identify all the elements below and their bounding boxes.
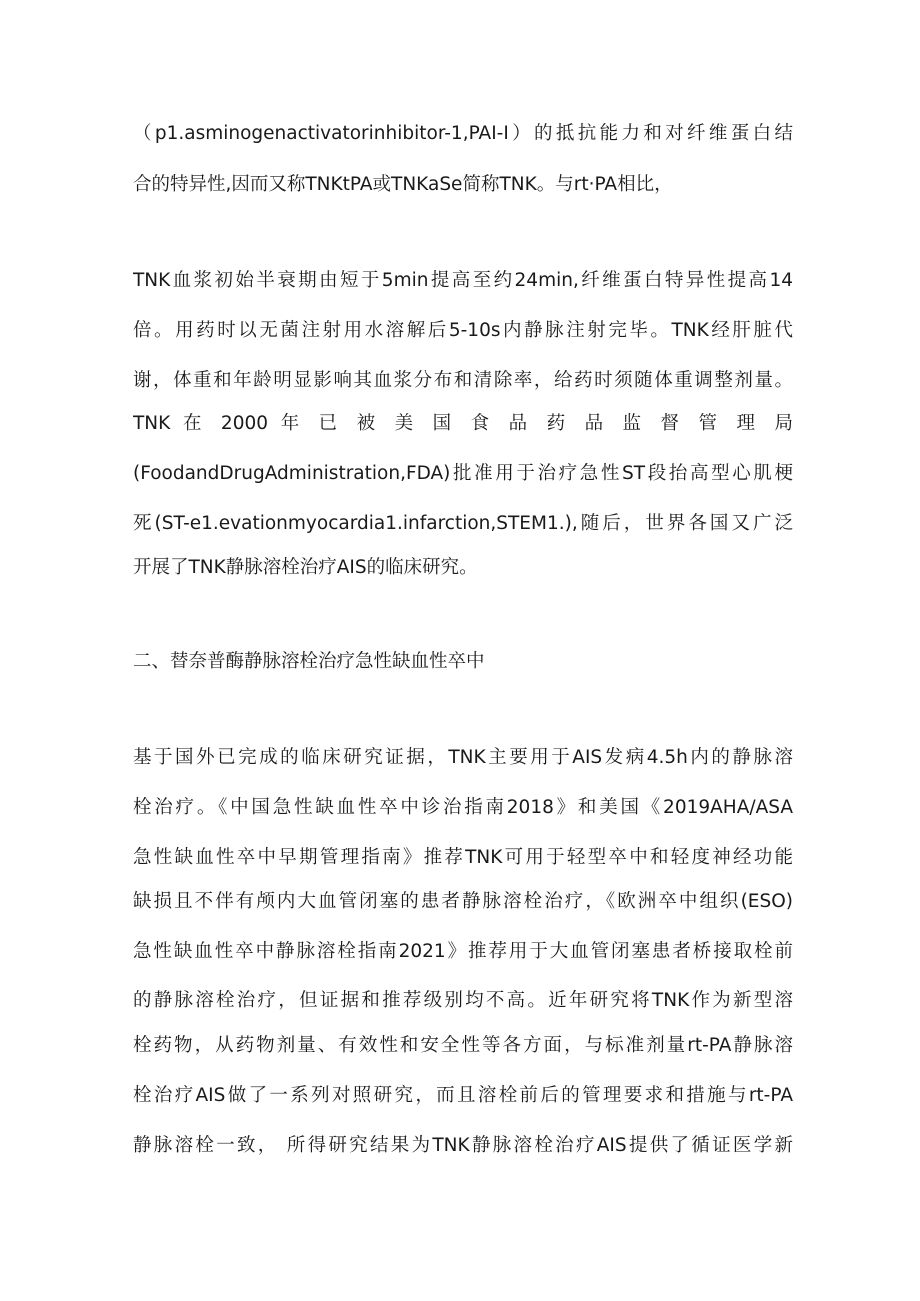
paragraph-3-line-7: 栓药物，从药物剂量、有效性和安全性等各方面，与标准剂量rt-PA静脉溶 — [133, 1035, 793, 1056]
paragraph-3-line-4: 缺损且不伴有颅内大血管闭塞的患者静脉溶栓治疗，《欧洲卒中组织(ESO) — [133, 891, 793, 912]
paragraph-1-line-2: 合的特异性,因而又称TNKtPA或TNKaSe简称TNK。与rt·PA相比， — [133, 174, 673, 195]
paragraph-3-line-9: 静脉溶栓一致， 所得研究结果为TNK静脉溶栓治疗AIS提供了循证医学新 — [133, 1135, 793, 1156]
paragraph-3-line-2: 栓治疗。《中国急性缺血性卒中诊治指南2018》和美国《2019AHA/ASA — [133, 797, 793, 818]
paragraph-2-line-4: TNK 在 2000 年 已 被 美 国 食 品 药 品 监 督 管 理 局 — [133, 413, 793, 434]
paragraph-2-line-1: TNK血浆初始半衰期由短于5min提高至约24min,纤维蛋白特异性提高14 — [133, 270, 793, 291]
paragraph-3-line-1: 基于国外已完成的临床研究证据，TNK主要用于AIS发病4.5h内的静脉溶 — [133, 747, 793, 768]
paragraph-3-line-5: 急性缺血性卒中静脉溶栓指南2021》推荐用于大血管闭塞患者桥接取栓前 — [133, 941, 793, 962]
paragraph-2-line-7: 开展了TNK静脉溶栓治疗AIS的临床研究。 — [133, 557, 478, 578]
paragraph-3-line-8: 栓治疗AIS做了一系列对照研究，而且溶栓前后的管理要求和措施与rt-PA — [133, 1085, 793, 1106]
paragraph-2-line-5: (FoodandDrugAdministration,FDA)批准用于治疗急性ST段抬高型心肌梗 — [133, 463, 793, 484]
paragraph-3-line-6: 的静脉溶栓治疗，但证据和推荐级别均不高。近年研究将TNK作为新型溶 — [133, 990, 793, 1011]
paragraph-1-line-1: （p1.asminogenactivatorinhibitor-1,PAI-I）的抵抗能力和对纤维蛋白结 — [133, 123, 793, 144]
paragraph-3-line-3: 急性缺血性卒中早期管理指南》推荐TNK可用于轻型卒中和轻度神经功能 — [133, 847, 793, 868]
paragraph-2-line-3: 谢，体重和年龄明显影响其血浆分布和清除率，给药时须随体重调整剂量。 — [133, 370, 793, 391]
section-heading: 二、替奈普酶静脉溶栓治疗急性缺血性卒中 — [133, 651, 485, 672]
paragraph-2-line-6: 死(ST-e1.evationmyocardia1.infarction,STEM1.),随后，世界各国又广泛 — [133, 513, 793, 534]
paragraph-2-line-2: 倍。用药时以无菌注射用水溶解后5-10s内静脉注射完毕。TNK经肝脏代 — [133, 320, 793, 341]
